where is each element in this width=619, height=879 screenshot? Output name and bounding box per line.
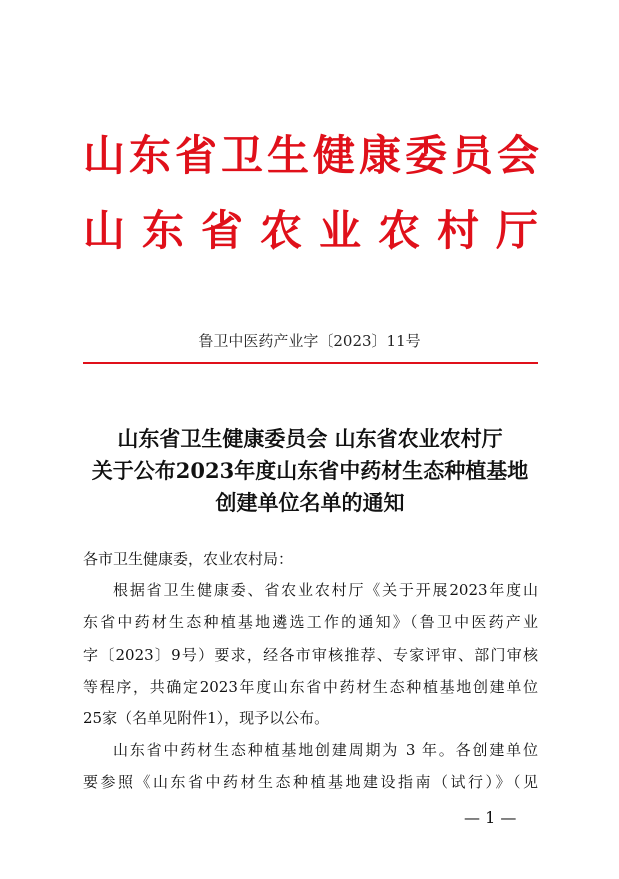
red-separator-line bbox=[83, 362, 538, 364]
body-text-line: 东省中药材生态种植基地遴选工作的通知》（鲁卫中医药产业 bbox=[83, 613, 538, 631]
body-text-line: 字〔2023〕9号）要求，经各市审核推荐、专家评审、部门审核 bbox=[83, 646, 538, 664]
document-number: 鲁卫中医药产业字〔2023〕11号 bbox=[198, 332, 421, 350]
title-line-3: 创建单位名单的通知 bbox=[215, 490, 405, 515]
title-line-2: 关于公布2023年度山东省中药材生态种植基地 bbox=[91, 458, 529, 483]
body-text-line: 根据省卫生健康委、省农业农村厅《关于开展2023年度山 bbox=[113, 581, 538, 599]
body-text-line: 要参照《山东省中药材生态种植基地建设指南（试行）》（见 bbox=[83, 773, 538, 791]
page-number: — 1 — bbox=[464, 808, 517, 827]
body-text-line: 25家（名单见附件1），现予以公布。 bbox=[83, 709, 330, 727]
body-text-line: 山东省中药材生态种植基地创建周期为 3 年。各创建单位 bbox=[113, 741, 538, 759]
issuer-name-health-commission: 山东省卫生健康委员会 bbox=[83, 131, 544, 180]
document-title bbox=[60, 423, 560, 519]
body-text-line: 等程序，共确定2023年度山东省中药材生态种植基地创建单位 bbox=[83, 678, 538, 696]
title-line-1: 山东省卫生健康委员会 山东省农业农村厅 bbox=[117, 426, 503, 451]
issuer-name-agriculture-department: 山东省农业农村厅 bbox=[83, 206, 556, 255]
salutation: 各市卫生健康委，农业农村局： bbox=[83, 550, 294, 568]
